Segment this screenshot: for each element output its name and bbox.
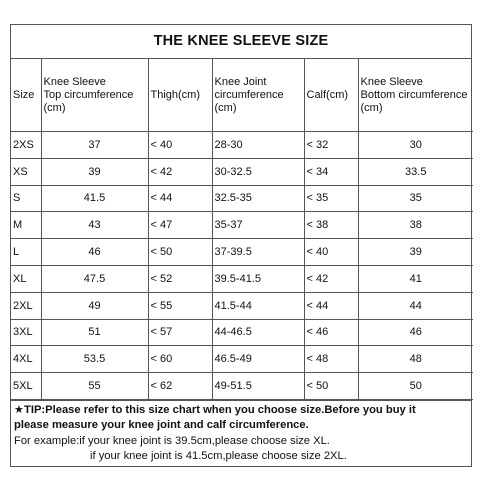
table-row (11, 212, 473, 239)
cell-top-circumference: 37 (41, 132, 148, 159)
cell-thigh: < 62 (148, 373, 212, 400)
header-knee-joint: Knee Joint circumference (cm) (212, 59, 304, 132)
header-bottom-circumference: Knee Sleeve Bottom circumference (cm) (358, 59, 473, 132)
cell-calf: < 50 (304, 373, 358, 400)
header-calf: Calf(cm) (304, 59, 358, 132)
cell-top-circumference: 55 (41, 373, 148, 400)
cell-top-circumference: 51 (41, 319, 148, 346)
table-row (11, 319, 473, 346)
cell-knee-joint: 32.5-35 (212, 185, 304, 212)
cell-bottom-circumference: 41 (358, 265, 473, 292)
tip-line-1: TIP:Please refer to this size chart when you choose size.Before you buy it (24, 403, 416, 416)
table-row (11, 292, 473, 319)
cell-thigh: < 52 (148, 265, 212, 292)
cell-thigh: < 47 (148, 212, 212, 239)
header-top-circumference: Knee Sleeve Top circumference (cm) (41, 59, 148, 132)
cell-thigh: < 57 (148, 319, 212, 346)
cell-top-circumference: 46 (41, 239, 148, 266)
cell-bottom-circumference: 50 (358, 373, 473, 400)
cell-calf: < 48 (304, 346, 358, 373)
cell-knee-joint: 37-39.5 (212, 239, 304, 266)
cell-knee-joint: 49-51.5 (212, 373, 304, 400)
cell-size: M (11, 212, 41, 239)
cell-size: L (11, 239, 41, 266)
cell-bottom-circumference: 35 (358, 185, 473, 212)
cell-size: 3XL (11, 319, 41, 346)
size-chart (10, 24, 472, 467)
cell-knee-joint: 28-30 (212, 132, 304, 159)
header-row (11, 59, 473, 132)
cell-thigh: < 60 (148, 346, 212, 373)
cell-calf: < 42 (304, 265, 358, 292)
cell-calf: < 32 (304, 132, 358, 159)
cell-thigh: < 55 (148, 292, 212, 319)
cell-knee-joint: 41.5-44 (212, 292, 304, 319)
table-row (11, 265, 473, 292)
cell-top-circumference: 47.5 (41, 265, 148, 292)
size-table (11, 59, 473, 400)
table-row (11, 239, 473, 266)
header-size: Size (11, 59, 41, 132)
cell-top-circumference: 53.5 (41, 346, 148, 373)
cell-bottom-circumference: 38 (358, 212, 473, 239)
cell-top-circumference: 49 (41, 292, 148, 319)
table-row (11, 346, 473, 373)
cell-knee-joint: 44-46.5 (212, 319, 304, 346)
cell-size: 2XL (11, 292, 41, 319)
cell-top-circumference: 39 (41, 158, 148, 185)
cell-size: XS (11, 158, 41, 185)
star-icon: ★ (14, 403, 25, 416)
cell-thigh: < 40 (148, 132, 212, 159)
table-row (11, 132, 473, 159)
cell-bottom-circumference: 46 (358, 319, 473, 346)
cell-size: 5XL (11, 373, 41, 400)
tip-line-4: if your knee joint is 41.5cm,please choose size 2XL. (90, 450, 347, 463)
table-row (11, 158, 473, 185)
tip-line-3: For example:if your knee joint is 39.5cm,please choose size XL. (14, 434, 330, 447)
cell-calf: < 40 (304, 239, 358, 266)
cell-bottom-circumference: 39 (358, 239, 473, 266)
cell-calf: < 38 (304, 212, 358, 239)
table-row (11, 373, 473, 400)
cell-bottom-circumference: 48 (358, 346, 473, 373)
cell-top-circumference: 41.5 (41, 185, 148, 212)
cell-size: XL (11, 265, 41, 292)
cell-calf: < 46 (304, 319, 358, 346)
cell-thigh: < 42 (148, 158, 212, 185)
table-row (11, 185, 473, 212)
cell-thigh: < 44 (148, 185, 212, 212)
cell-bottom-circumference: 30 (358, 132, 473, 159)
cell-knee-joint: 39.5-41.5 (212, 265, 304, 292)
cell-knee-joint: 30-32.5 (212, 158, 304, 185)
cell-calf: < 34 (304, 158, 358, 185)
cell-size: S (11, 185, 41, 212)
cell-knee-joint: 35-37 (212, 212, 304, 239)
chart-title: THE KNEE SLEEVE SIZE (11, 25, 471, 59)
tip-section (11, 400, 471, 466)
cell-thigh: < 50 (148, 239, 212, 266)
cell-knee-joint: 46.5-49 (212, 346, 304, 373)
tip-line-2: please measure your knee joint and calf circumference. (14, 419, 309, 432)
cell-bottom-circumference: 44 (358, 292, 473, 319)
cell-calf: < 44 (304, 292, 358, 319)
cell-size: 4XL (11, 346, 41, 373)
cell-calf: < 35 (304, 185, 358, 212)
header-thigh: Thigh(cm) (148, 59, 212, 132)
cell-top-circumference: 43 (41, 212, 148, 239)
cell-size: 2XS (11, 132, 41, 159)
cell-bottom-circumference: 33.5 (358, 158, 473, 185)
